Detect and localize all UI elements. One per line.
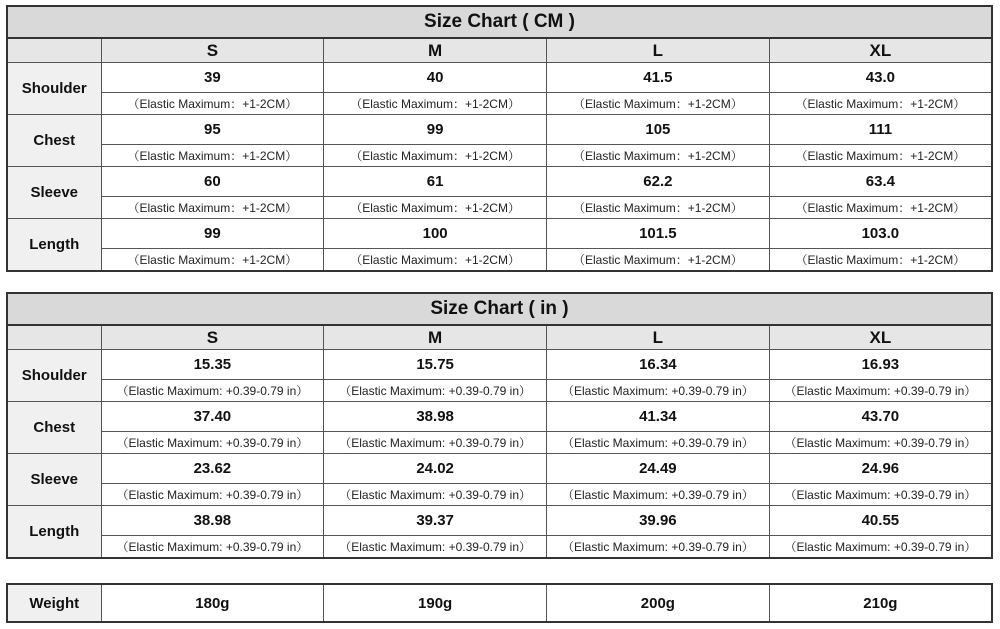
elastic-note: （Elastic Maximum: +0.39-0.79 in） — [101, 432, 324, 454]
size-header: M — [324, 325, 547, 350]
value-cell: 24.49 — [547, 454, 770, 484]
row-label: Sleeve — [7, 454, 101, 506]
table-row — [7, 350, 992, 380]
elastic-note: （Elastic Maximum: +0.39-0.79 in） — [101, 536, 324, 559]
size-chart-cm-table — [6, 5, 993, 272]
note-row — [7, 536, 992, 559]
note-row — [7, 432, 992, 454]
elastic-note: （Elastic Maximum: +0.39-0.79 in） — [769, 380, 992, 402]
note-row — [7, 484, 992, 506]
value-cell: 38.98 — [324, 402, 547, 432]
row-label: Shoulder — [7, 350, 101, 402]
table-row — [7, 167, 992, 197]
elastic-note: （Elastic Maximum：+1-2CM） — [101, 249, 324, 272]
value-cell: 61 — [324, 167, 547, 197]
row-label: Chest — [7, 115, 101, 167]
weight-cell: 190g — [324, 584, 547, 622]
elastic-note: （Elastic Maximum：+1-2CM） — [547, 93, 770, 115]
value-cell: 99 — [324, 115, 547, 145]
elastic-note: （Elastic Maximum：+1-2CM） — [101, 197, 324, 219]
value-cell: 16.93 — [769, 350, 992, 380]
value-cell: 40.55 — [769, 506, 992, 536]
elastic-note: （Elastic Maximum: +0.39-0.79 in） — [547, 536, 770, 559]
elastic-note: （Elastic Maximum: +0.39-0.79 in） — [324, 380, 547, 402]
elastic-note: （Elastic Maximum：+1-2CM） — [324, 93, 547, 115]
elastic-note: （Elastic Maximum：+1-2CM） — [547, 145, 770, 167]
size-header: XL — [769, 38, 992, 63]
weight-cell: 210g — [769, 584, 992, 622]
value-cell: 100 — [324, 219, 547, 249]
value-cell: 62.2 — [547, 167, 770, 197]
value-cell: 63.4 — [769, 167, 992, 197]
elastic-note: （Elastic Maximum: +0.39-0.79 in） — [101, 484, 324, 506]
elastic-note: （Elastic Maximum: +0.39-0.79 in） — [547, 380, 770, 402]
size-header: L — [547, 38, 770, 63]
value-cell: 43.0 — [769, 63, 992, 93]
value-cell: 103.0 — [769, 219, 992, 249]
table-row — [7, 506, 992, 536]
elastic-note: （Elastic Maximum：+1-2CM） — [769, 249, 992, 272]
size-header: S — [101, 38, 324, 63]
elastic-note: （Elastic Maximum：+1-2CM） — [769, 145, 992, 167]
value-cell: 105 — [547, 115, 770, 145]
elastic-note: （Elastic Maximum：+1-2CM） — [324, 197, 547, 219]
table-row — [7, 115, 992, 145]
elastic-note: （Elastic Maximum: +0.39-0.79 in） — [324, 536, 547, 559]
size-header: L — [547, 325, 770, 350]
value-cell: 111 — [769, 115, 992, 145]
elastic-note: （Elastic Maximum: +0.39-0.79 in） — [769, 536, 992, 559]
table-row — [7, 219, 992, 249]
value-cell: 37.40 — [101, 402, 324, 432]
value-cell: 99 — [101, 219, 324, 249]
elastic-note: （Elastic Maximum: +0.39-0.79 in） — [769, 484, 992, 506]
elastic-note: （Elastic Maximum：+1-2CM） — [769, 93, 992, 115]
value-cell: 23.62 — [101, 454, 324, 484]
row-label: Weight — [7, 584, 101, 622]
note-row — [7, 197, 992, 219]
size-chart-in-table — [6, 292, 993, 559]
elastic-note: （Elastic Maximum: +0.39-0.79 in） — [769, 432, 992, 454]
table-row — [7, 63, 992, 93]
note-row — [7, 380, 992, 402]
value-cell: 101.5 — [547, 219, 770, 249]
elastic-note: （Elastic Maximum: +0.39-0.79 in） — [324, 432, 547, 454]
row-label: Length — [7, 219, 101, 272]
value-cell: 15.75 — [324, 350, 547, 380]
table-title: Size Chart ( CM ) — [7, 6, 992, 38]
row-label: Length — [7, 506, 101, 559]
size-header: XL — [769, 325, 992, 350]
elastic-note: （Elastic Maximum：+1-2CM） — [547, 197, 770, 219]
value-cell: 39 — [101, 63, 324, 93]
table-row — [7, 402, 992, 432]
value-cell: 40 — [324, 63, 547, 93]
size-header: S — [101, 325, 324, 350]
value-cell: 43.70 — [769, 402, 992, 432]
elastic-note: （Elastic Maximum: +0.39-0.79 in） — [547, 432, 770, 454]
table-title: Size Chart ( in ) — [7, 293, 992, 325]
value-cell: 95 — [101, 115, 324, 145]
table-row — [7, 584, 992, 622]
corner-cell — [7, 325, 101, 350]
value-cell: 39.37 — [324, 506, 547, 536]
note-row — [7, 249, 992, 272]
weight-cell: 180g — [101, 584, 324, 622]
elastic-note: （Elastic Maximum: +0.39-0.79 in） — [547, 484, 770, 506]
value-cell: 38.98 — [101, 506, 324, 536]
elastic-note: （Elastic Maximum：+1-2CM） — [101, 93, 324, 115]
value-cell: 15.35 — [101, 350, 324, 380]
row-label: Chest — [7, 402, 101, 454]
weight-table — [6, 583, 993, 623]
row-label: Shoulder — [7, 63, 101, 115]
elastic-note: （Elastic Maximum：+1-2CM） — [324, 249, 547, 272]
value-cell: 41.5 — [547, 63, 770, 93]
elastic-note: （Elastic Maximum：+1-2CM） — [547, 249, 770, 272]
elastic-note: （Elastic Maximum：+1-2CM） — [324, 145, 547, 167]
row-label: Sleeve — [7, 167, 101, 219]
note-row — [7, 145, 992, 167]
value-cell: 24.02 — [324, 454, 547, 484]
value-cell: 16.34 — [547, 350, 770, 380]
value-cell: 24.96 — [769, 454, 992, 484]
elastic-note: （Elastic Maximum：+1-2CM） — [769, 197, 992, 219]
corner-cell — [7, 38, 101, 63]
table-row — [7, 454, 992, 484]
value-cell: 60 — [101, 167, 324, 197]
elastic-note: （Elastic Maximum：+1-2CM） — [101, 145, 324, 167]
value-cell: 39.96 — [547, 506, 770, 536]
value-cell: 41.34 — [547, 402, 770, 432]
weight-cell: 200g — [547, 584, 770, 622]
size-header: M — [324, 38, 547, 63]
elastic-note: （Elastic Maximum: +0.39-0.79 in） — [324, 484, 547, 506]
note-row — [7, 93, 992, 115]
elastic-note: （Elastic Maximum: +0.39-0.79 in） — [101, 380, 324, 402]
